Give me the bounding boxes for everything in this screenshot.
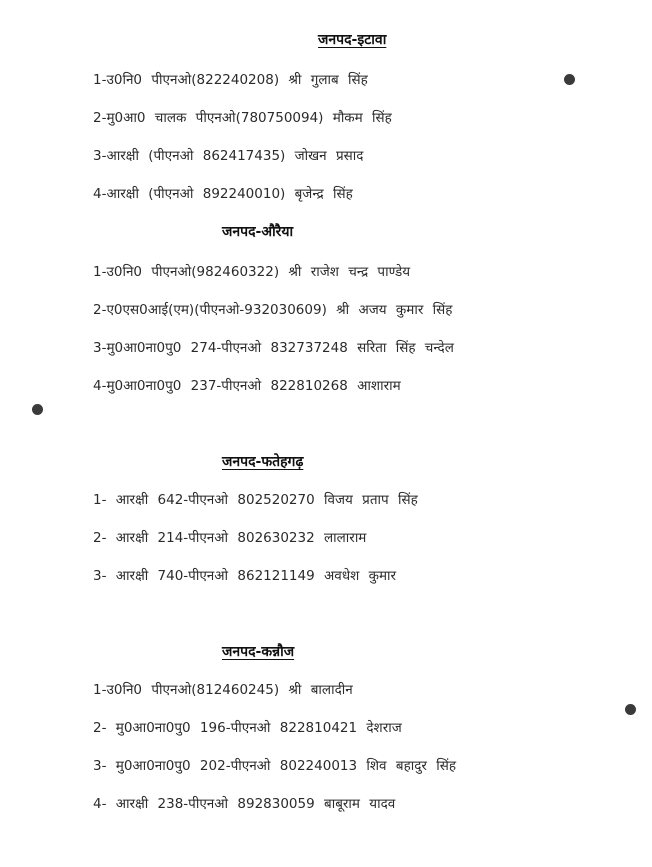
list-item: 1-उ0नि0 पीएनओ(982460322) श्री राजेश चन्द्र पाण्डेय <box>93 264 411 280</box>
list-item: 1-उ0नि0 पीएनओ(822240208) श्री गुलाब सिंह <box>93 72 368 88</box>
list-item: 1- आरक्षी 642-पीएनओ 802520270 विजय प्रताप सिंह <box>93 492 418 508</box>
list-item: 4-मु0आ0ना0पु0 237-पीएनओ 822810268 आशाराम <box>93 378 401 394</box>
list-item: 4- आरक्षी 238-पीएनओ 892830059 बाबूराम यादव <box>93 796 396 812</box>
bullet-dot-icon <box>32 404 43 415</box>
list-item: 2- मु0आ0ना0पु0 196-पीएनओ 822810421 देशराज <box>93 720 402 736</box>
list-item: 2-मु0आ0 चालक पीएनओ(780750094) मौकम सिंह <box>93 110 392 126</box>
list-item: 3- आरक्षी 740-पीएनओ 862121149 अवधेश कुमार <box>93 568 397 584</box>
section-heading-auraiya: जनपद-औरैया <box>222 224 294 240</box>
bullet-dot-icon <box>625 704 636 715</box>
list-item: 3-आरक्षी (पीएनओ 862417435) जोखन प्रसाद <box>93 148 364 164</box>
list-item: 4-आरक्षी (पीएनओ 892240010) बृजेन्द्र सिंह <box>93 186 353 202</box>
section-heading-kannauj: जनपद-कन्नौज <box>222 644 295 660</box>
section-heading-etawah: जनपद-इटावा <box>318 32 387 48</box>
section-heading-fatehgarh: जनपद-फतेहगढ़ <box>222 454 304 470</box>
list-item: 3-मु0आ0ना0पु0 274-पीएनओ 832737248 सरिता सिंह चन्देल <box>93 340 454 356</box>
list-item: 2-ए0एस0आई(एम)(पीएनओ-932030609) श्री अजय कुमार सिंह <box>93 302 453 318</box>
list-item: 1-उ0नि0 पीएनओ(812460245) श्री बालादीन <box>93 682 353 698</box>
bullet-dot-icon <box>564 74 575 85</box>
list-item: 3- मु0आ0ना0पु0 202-पीएनओ 802240013 शिव बहादुर सिंह <box>93 758 457 774</box>
list-item: 2- आरक्षी 214-पीएनओ 802630232 लालाराम <box>93 530 367 546</box>
